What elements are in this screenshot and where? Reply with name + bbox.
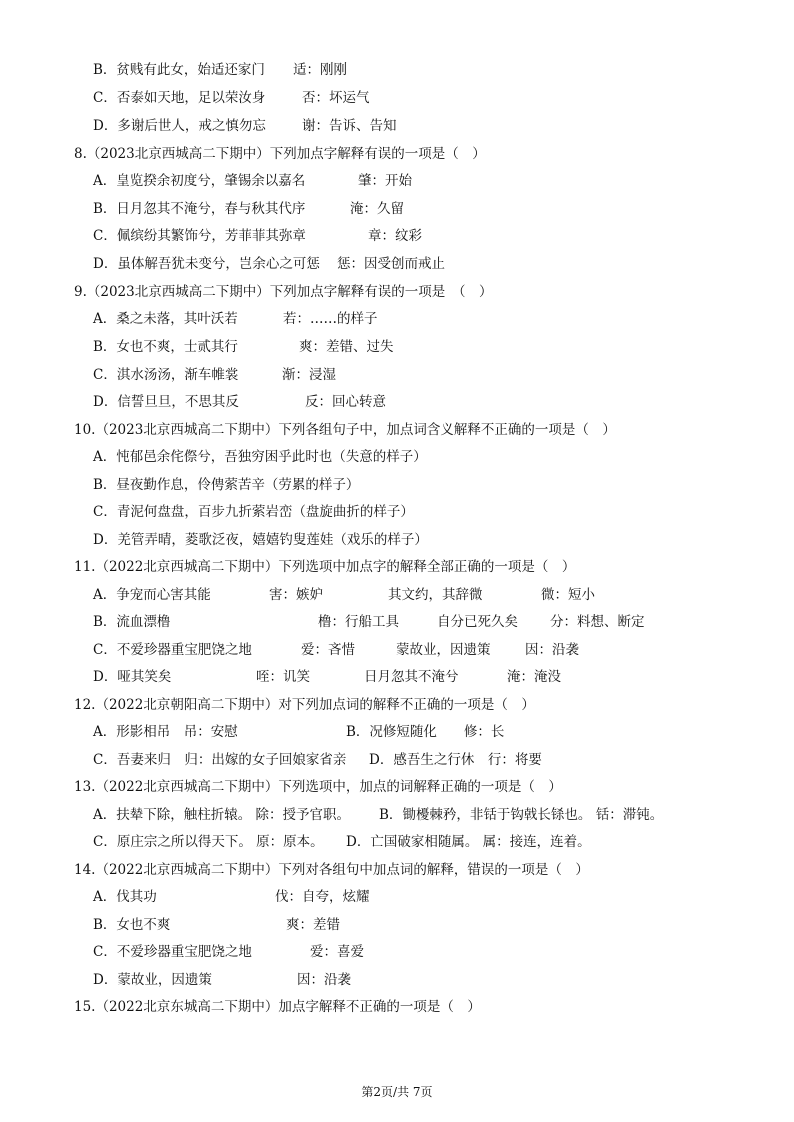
option-gloss: 否：坏运气: [302, 90, 370, 106]
option-text: C．否泰如天地，足以荣汝身: [93, 90, 266, 106]
option-text: C．佩缤纷其繁饰兮，芳菲菲其弥章: [93, 228, 306, 244]
option-gloss: 爱：喜爱: [310, 944, 364, 960]
option-text: A．忳郁邑余侘傺兮，吾独穷困乎此时也（失意的样子）: [93, 449, 427, 465]
option-text: B．流血漂橹: [93, 614, 171, 630]
question-text: 8.（2023北京西城高二下期中）下列加点字解释有误的一项是（ ）: [74, 146, 486, 162]
option-gloss: 爱：吝惜: [301, 642, 355, 658]
option-text: C．淇水汤汤，渐车帷裳: [93, 367, 239, 383]
option-text: B．女也不爽，士贰其行: [93, 339, 238, 355]
option-gloss: 爽：差错: [286, 917, 340, 933]
option-text: C．原庄宗之所以得天下。 原：原本。: [93, 834, 324, 850]
option-text: D．多谢后世人，戒之慎勿忘: [93, 118, 266, 134]
option-text: B．昼夜勤作息，伶俜萦苦辛（劳累的样子）: [93, 477, 360, 493]
option-gloss: 淹：久留: [350, 201, 404, 217]
option-text: B．日月忽其不淹兮，春与秋其代序: [93, 201, 306, 217]
option-gloss-2: 微：短小: [541, 587, 595, 603]
option-text: C．不爱珍器重宝肥饶之地: [93, 944, 252, 960]
option-gloss: 适：刚刚: [293, 62, 347, 78]
option-text: D．哑其笑矣: [93, 669, 172, 685]
option-text: A．扶辇下除，触柱折辕。 除：授予官职。: [93, 807, 351, 823]
option-text-2: B．况修短随化 修：长: [346, 724, 505, 740]
option-text-2: B．锄櫌棘矜，非铦于钩戟长铩也。 铦：滞钝。: [379, 807, 664, 823]
option-gloss: 爽：差错、过失: [299, 339, 394, 355]
question-text: 9.（2023北京西城高二下期中）下列加点字解释有误的一项是 （ ）: [74, 284, 493, 300]
option-text: D．蒙故业，因遗策: [93, 972, 212, 988]
option-text-2: 日月忽其不淹兮: [364, 669, 459, 685]
option-gloss: 渐：浸湿: [282, 367, 336, 383]
option-text-2: 其文约，其辞微: [388, 587, 483, 603]
option-text: B．贫贱有此女，始适还家门: [93, 62, 265, 78]
question-text: 15.（2022北京东城高二下期中）加点字解释不正确的一项是（ ）: [74, 999, 481, 1015]
question-text: 13.（2022北京西城高二下期中）下列选项中，加点的词解释正确的一项是（ ）: [74, 779, 562, 795]
option-text: C．吾妻来归 归：出嫁的女子回娘家省亲: [93, 752, 347, 768]
option-text-2: 蒙故业，因遗策: [396, 642, 491, 658]
option-gloss-2: 因：沿袭: [525, 642, 579, 658]
option-gloss: 咥：讥笑: [256, 669, 310, 685]
option-text-2: 自分已死久矣: [437, 614, 518, 630]
option-text-2: D．亡国破家相随属。 属：接连，连着。: [346, 834, 591, 850]
option-gloss: 反：回心转意: [305, 394, 386, 410]
option-gloss: 章：纹彩: [368, 228, 422, 244]
option-gloss: 谢：告诉、告知: [302, 118, 397, 134]
option-text: D．信誓旦旦，不思其反: [93, 394, 239, 410]
question-text: 11.（2022北京西城高二下期中）下列选项中加点字的解释全部正确的一项是（ ）: [74, 559, 576, 575]
option-text: A．争宠而心害其能: [93, 587, 211, 603]
question-text: 12.（2022北京朝阳高二下期中）对下列加点词的解释不正确的一项是（ ）: [74, 697, 535, 713]
option-gloss: 伐：自夸，炫耀: [275, 889, 370, 905]
option-text-2: D．感吾生之行休 行：将要: [369, 752, 542, 768]
option-gloss: 害：嫉妒: [269, 587, 323, 603]
question-text: 14.（2022北京西城高二下期中）下列对各组句中加点词的解释，错误的一项是（ ）: [74, 862, 589, 878]
option-gloss: 因：沿袭: [297, 972, 351, 988]
option-gloss-2: 淹：淹没: [507, 669, 561, 685]
option-text: A．伐其功: [93, 889, 157, 905]
page-footer: 第2页/共 7页: [361, 1085, 433, 1099]
option-gloss: 惩：因受创而戒止: [337, 256, 445, 272]
option-text: C．不爱珍器重宝肥饶之地: [93, 642, 252, 658]
option-text: D．羌管弄晴，菱歌泛夜，嬉嬉钓叟莲娃（戏乐的样子）: [93, 532, 428, 548]
option-text: A．皇览揆余初度兮，肇锡余以嘉名: [93, 173, 306, 189]
option-text: B．女也不爽: [93, 917, 171, 933]
option-gloss: 若：……的样子: [283, 311, 378, 327]
option-gloss: 肇：开始: [358, 173, 412, 189]
option-gloss: 橹：行船工具: [318, 614, 399, 630]
option-text: D．虽体解吾犹未变兮，岂余心之可惩: [93, 256, 320, 272]
option-text: A．桑之未落，其叶沃若: [93, 311, 238, 327]
option-gloss-2: 分：料想、断定: [550, 614, 645, 630]
option-text: A．形影相吊 吊：安慰: [93, 724, 238, 740]
option-text: C．青泥何盘盘，百步九折萦岩峦（盘旋曲折的样子）: [93, 504, 414, 520]
question-text: 10.（2023北京西城高二下期中）下列各组句子中，加点词含义解释不正确的一项是（ ）: [74, 422, 616, 438]
